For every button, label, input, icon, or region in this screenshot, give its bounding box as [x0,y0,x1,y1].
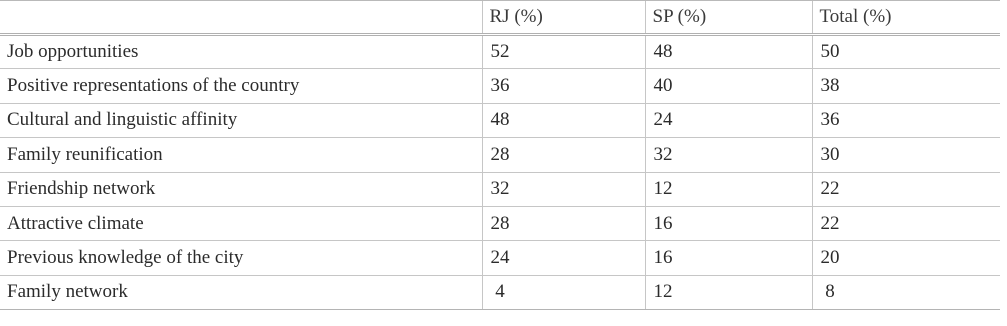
row-label: Friendship network [0,172,482,206]
sp-value: 12 [645,275,812,309]
table-row [0,138,1000,172]
total-value: 38 [812,69,1000,103]
table-row [0,275,1000,309]
table-row [0,69,1000,103]
header-cell-total: Total (%) [812,1,1000,35]
row-label: Previous knowledge of the city [0,241,482,275]
total-value: 36 [812,103,1000,137]
row-label: Attractive climate [0,206,482,240]
sp-value: 24 [645,103,812,137]
sp-value: 12 [645,172,812,206]
total-value: 30 [812,138,1000,172]
table-row [0,172,1000,206]
table-body [0,35,1000,310]
rj-value: 52 [482,35,645,69]
header-cell-label [0,1,482,35]
sp-value: 40 [645,69,812,103]
total-value: 20 [812,241,1000,275]
sp-value: 48 [645,35,812,69]
table-row [0,103,1000,137]
total-value: 22 [812,206,1000,240]
row-label: Family network [0,275,482,309]
rj-value: 28 [482,138,645,172]
rj-value: 32 [482,172,645,206]
rj-value: 48 [482,103,645,137]
header-row [0,1,1000,35]
total-value: 22 [812,172,1000,206]
table-row [0,241,1000,275]
rj-value: 24 [482,241,645,275]
table-row [0,35,1000,69]
sp-value: 16 [645,206,812,240]
row-label: Family reunification [0,138,482,172]
row-label: Positive representations of the country [0,69,482,103]
header-cell-rj: RJ (%) [482,1,645,35]
rj-value: 28 [482,206,645,240]
row-label: Cultural and linguistic affinity [0,103,482,137]
rj-value: 36 [482,69,645,103]
rj-value: 4 [482,275,645,309]
table-header [0,1,1000,35]
row-label: Job opportunities [0,35,482,69]
total-value: 8 [812,275,1000,309]
sp-value: 32 [645,138,812,172]
table-row [0,206,1000,240]
total-value: 50 [812,35,1000,69]
header-cell-sp: SP (%) [645,1,812,35]
sp-value: 16 [645,241,812,275]
